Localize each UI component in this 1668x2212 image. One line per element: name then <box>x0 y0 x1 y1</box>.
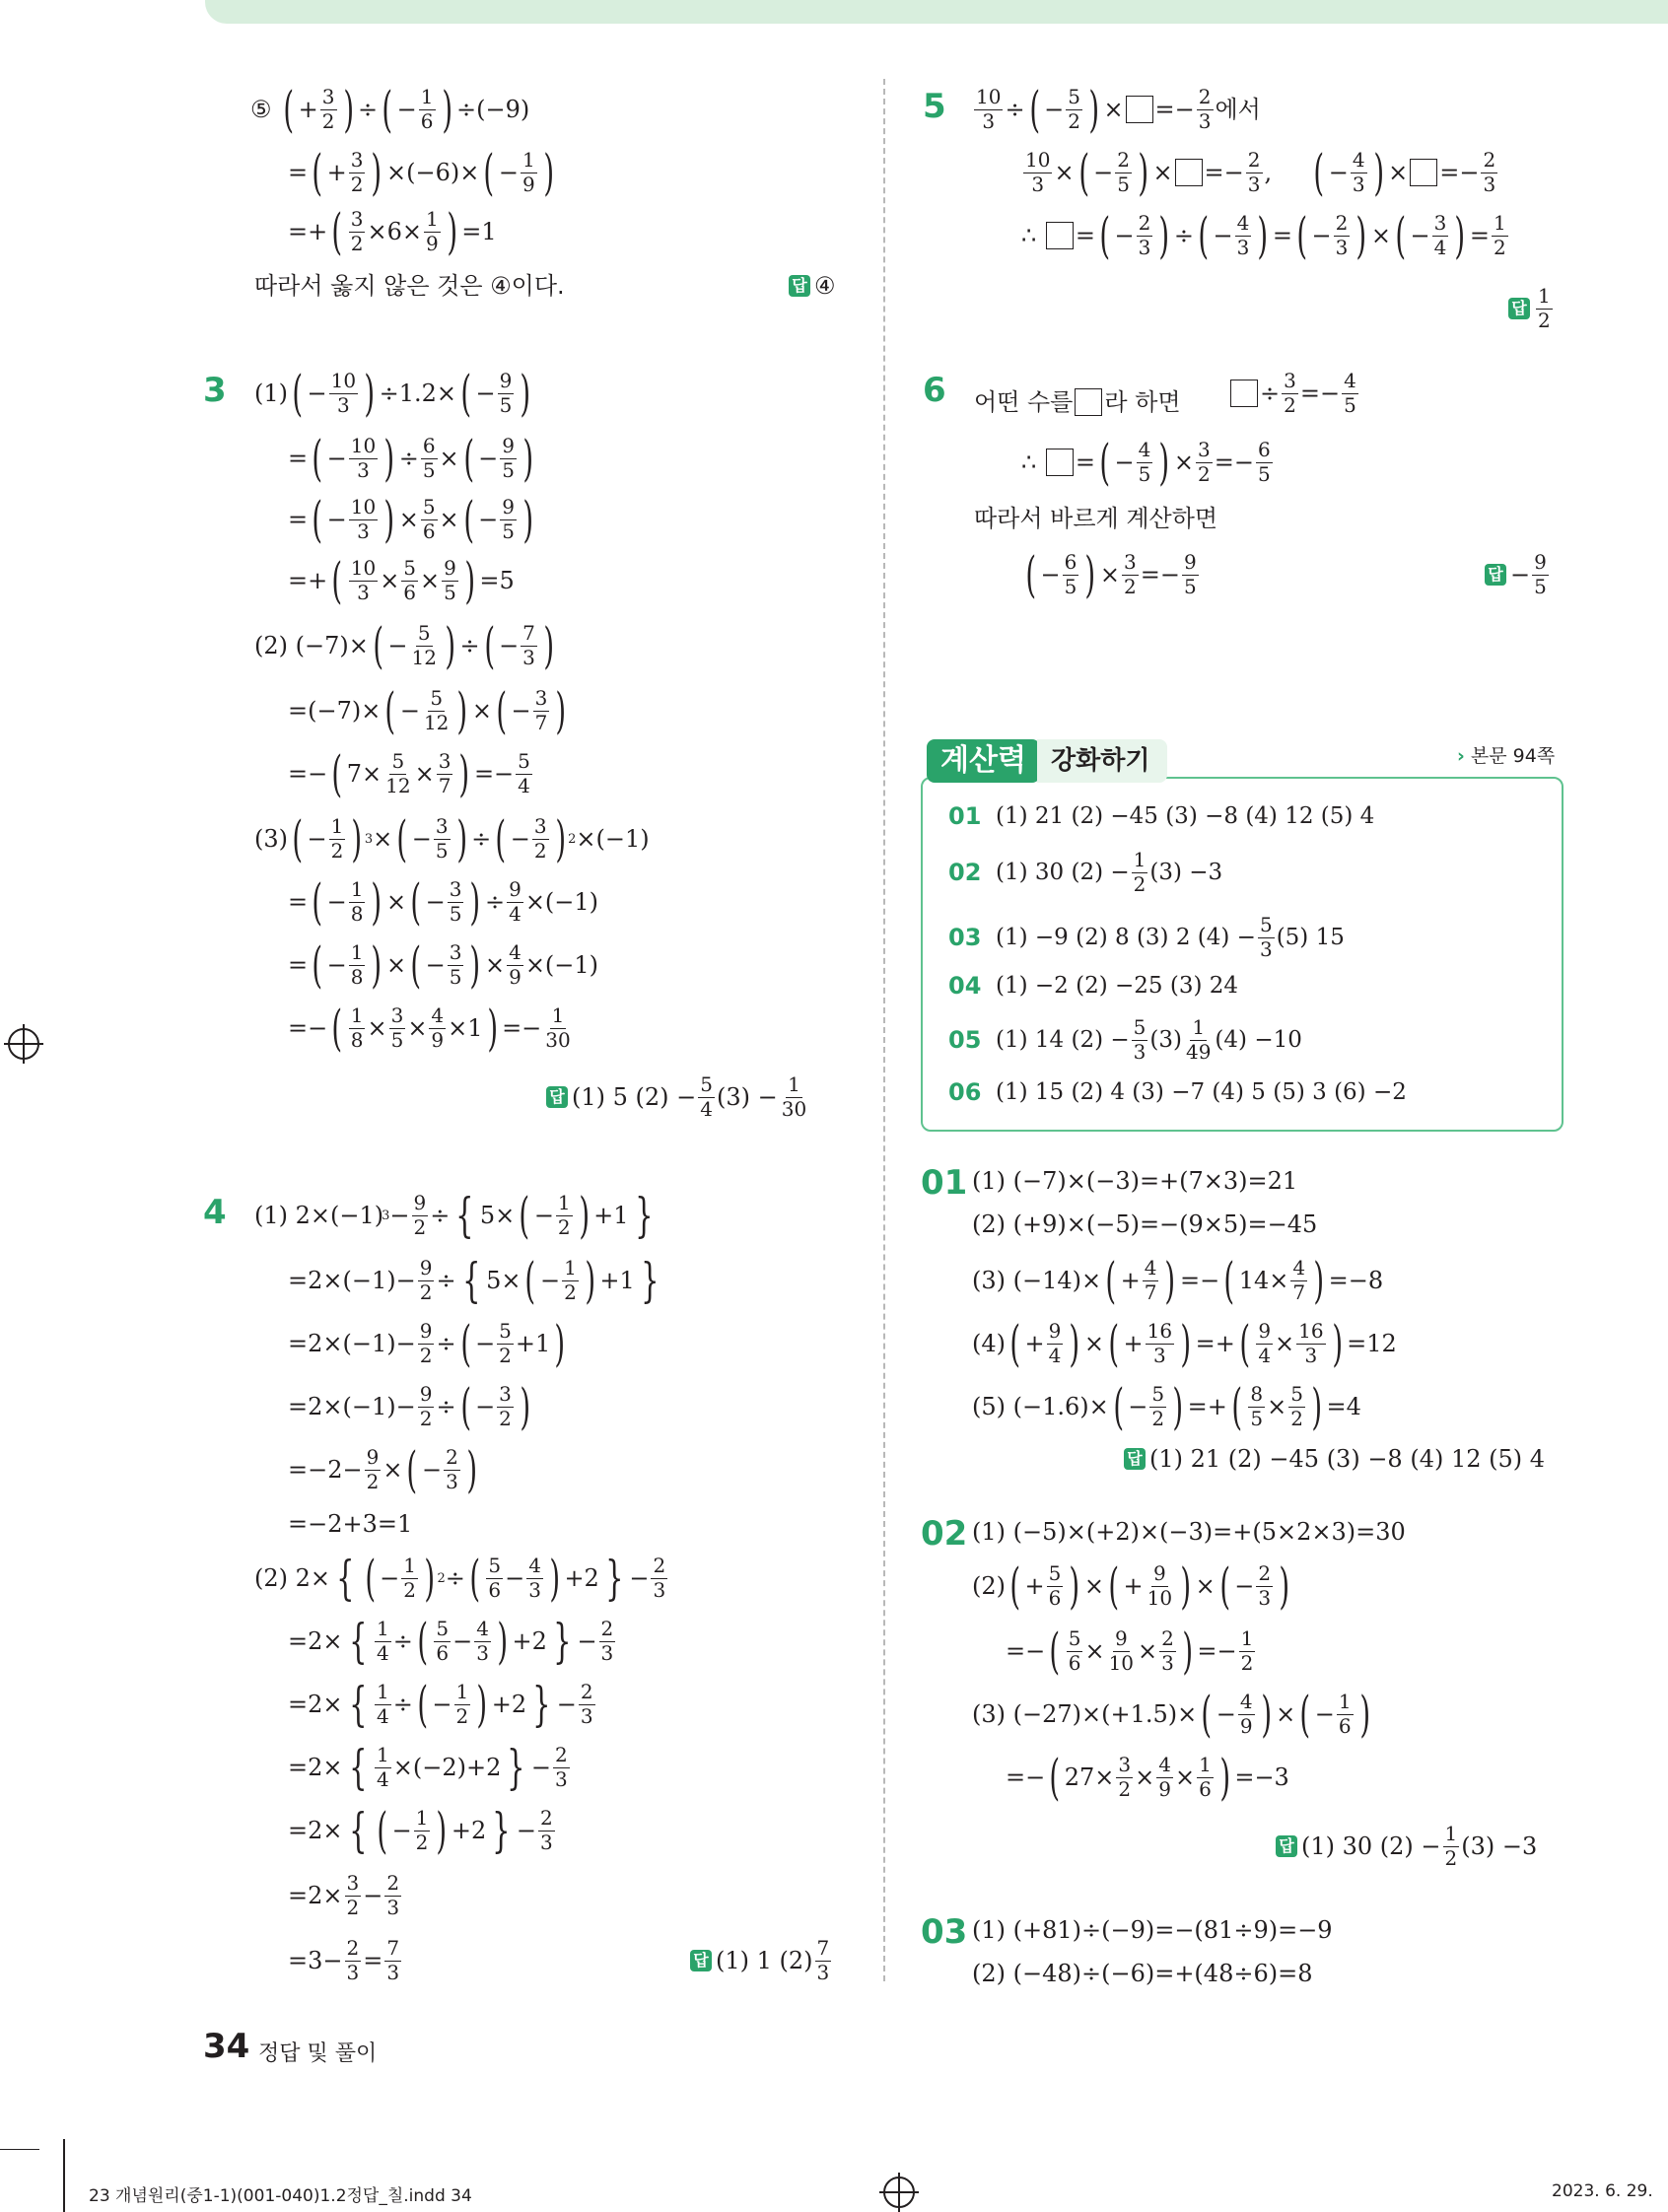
q3-p2-line2: =(−7)× ( − $\frac{5}{12}$ ) × ( − $\frac{3}{7}$ ) <box>288 681 567 739</box>
blank-box-icon <box>1410 159 1437 186</box>
panel-reference: › 본문 94쪽 <box>1457 745 1556 767</box>
q6-line2: ∴ = ( − $\frac{4}{5}$ ) × $\frac{3}{2}$ =− $\frac{6}{5}$ <box>1021 433 1271 491</box>
q2-p5-line1: ⑤ ( + $\frac{3}{2}$ ) ÷ ( − $\frac{1}{6}$ ) ÷(−9) <box>250 80 530 138</box>
q6-text: 따라서 바르게 계산하면 <box>974 505 1218 532</box>
answer-badge-icon: 답 <box>690 1950 712 1971</box>
panel-row: 02 (1) 30 (2) − $\frac{1}{2}$ (3) −3 <box>948 848 1223 896</box>
q4-answer: 답 (1) 1 (2) $\frac{7}{3}$ <box>690 1938 833 1983</box>
s01-line5: (5) (−1.6)× ( − $\frac{5}{2}$ ) =+ ( $\frac{8}{5}$ × $\frac{5}{2}$ ) =4 <box>972 1377 1361 1435</box>
q6-line1: ÷ $\frac{3}{2}$ =− $\frac{4}{5}$ <box>1228 371 1360 416</box>
s01-line3: (3) (−14)× ( + $\frac{4}{7}$ ) =− ( 14× $\frac{4}{7}$ ) =−8 <box>972 1251 1384 1309</box>
q3-p2-line1: (2) (−7)× ( − $\frac{5}{12}$ ) ÷ ( − $\frac{7}{3}$ ) <box>254 616 555 674</box>
s02-line3: =− ( $\frac{5}{6}$ × $\frac{9}{10}$ × $\frac{2}{3}$ ) =− $\frac{1}{2}$ <box>1006 1622 1254 1680</box>
s03-line1: (1) (+81)÷(−9)=−(81÷9)=−9 <box>972 1916 1333 1944</box>
q4-p1-line2: =2×(−1)− $\frac{9}{2}$ ÷ { 5× ( − $\frac{1}{2}$ ) +1 } <box>288 1251 660 1309</box>
q4-p1-line4: =2×(−1)− $\frac{9}{2}$ ÷ ( − $\frac{3}{2}$ ) <box>288 1377 531 1435</box>
blank-box-icon <box>1046 449 1074 476</box>
panel-title: 강화하기 <box>1037 739 1167 783</box>
q4-p1-line5: =−2− $\frac{9}{2}$ × ( − $\frac{2}{3}$ ) <box>288 1440 477 1498</box>
q2-conclusion: 따라서 옳지 않은 것은 ④이다. <box>254 272 565 300</box>
page-number: 34 <box>203 2027 250 2066</box>
crop-mark <box>63 2139 65 2212</box>
q3-p1-line1: (1) ( − $\frac{10}{3}$ ) ÷1.2× ( − $\frac{9}{5}$ ) <box>254 364 531 422</box>
panel-row: 04 (1) −2 (2) −25 (3) 24 <box>948 972 1239 1000</box>
q6-intro: 어떤 수를 라 하면 <box>974 388 1181 416</box>
q4-p2-line3: =2× { $\frac{1}{4}$ ÷ ( − $\frac{1}{2}$ ) +2 } − $\frac{2}{3}$ <box>288 1675 593 1733</box>
s02-number: 02 <box>921 1514 968 1554</box>
q4-p2-line7: =3− $\frac{2}{3}$ = $\frac{7}{3}$ <box>288 1936 400 1984</box>
q3-p1-line4: =+ ( $\frac{10}{3}$ × $\frac{5}{6}$ × $\frac{9}{5}$ ) =5 <box>288 551 515 609</box>
s02-line4: (3) (−27)×(+1.5)× ( − $\frac{4}{9}$ ) × ( − $\frac{1}{6}$ ) <box>972 1685 1370 1743</box>
crop-mark <box>0 2149 39 2150</box>
q3-p1-line3: = ( − $\frac{10}{3}$ ) × $\frac{5}{6}$ × ( − $\frac{9}{5}$ ) <box>288 490 534 548</box>
blank-box-icon <box>1126 96 1153 123</box>
s01-line1: (1) (−7)×(−3)=+(7×3)=21 <box>972 1167 1298 1195</box>
s03-line2: (2) (−48)÷(−6)=+(48÷6)=8 <box>972 1960 1313 1987</box>
panel-row: 05 (1) 14 (2) − $\frac{5}{3}$ (3) $\frac{1}{49}$ (4) −10 <box>948 1015 1302 1064</box>
q6-line3: ( − $\frac{6}{5}$ ) × $\frac{3}{2}$ =− $\frac{9}{5}$ <box>1025 545 1197 603</box>
page-label: 정답 및 풀이 <box>258 2041 378 2066</box>
q2-answer: 답 ④ <box>789 274 836 298</box>
q4-p2-line4: =2× { $\frac{1}{4}$ ×(−2)+2 } − $\frac{2}{3}$ <box>288 1739 568 1795</box>
s01-number: 01 <box>921 1163 968 1203</box>
blank-box-icon <box>1075 388 1102 416</box>
panel-row: 03 (1) −9 (2) 8 (3) 2 (4) − $\frac{5}{3}$ (5) 15 <box>948 913 1345 961</box>
q4-p1-line3: =2×(−1)− $\frac{9}{2}$ ÷ ( − $\frac{5}{2}$ +1 ) <box>288 1314 566 1372</box>
answer-badge-icon: 답 <box>546 1086 568 1108</box>
print-date: 2023. 6. 29. <box>1552 2181 1653 2201</box>
panel-tag: 계산력 <box>927 739 1040 783</box>
answer-badge-icon: 답 <box>1124 1448 1146 1470</box>
answer-badge-icon: 답 <box>789 275 810 297</box>
q3-p3-line4: =− ( $\frac{1}{8}$ × $\frac{3}{5}$ × $\frac{4}{9}$ ×1 ) =− $\frac{1}{30}$ <box>288 999 571 1057</box>
q4-p2-line2: =2× { $\frac{1}{4}$ ÷ ( $\frac{5}{6}$ − $\frac{4}{3}$ ) +2 } − $\frac{2}{3}$ <box>288 1612 614 1670</box>
q3-p3-line1: (3) ( − $\frac{1}{2}$ ) 3 × ( − $\frac{3}{5}$ ) ÷ ( − $\frac{3}{2}$ ) 2 ×(−1) <box>254 809 650 867</box>
column-divider <box>883 79 885 1981</box>
q3-p1-line2: = ( − $\frac{10}{3}$ ) ÷ $\frac{6}{5}$ × ( − $\frac{9}{5}$ ) <box>288 429 534 487</box>
q5-line3: ∴ = ( − $\frac{2}{3}$ ) ÷ ( − $\frac{4}{3}$ ) = ( − $\frac{2}{3}$ ) × ( − $\frac{3}{4}$ ) = $\frac{1}{2}$ <box>1021 206 1506 264</box>
panel-row: 01 (1) 21 (2) −45 (3) −8 (4) 12 (5) 4 <box>948 802 1375 830</box>
s01-line2: (2) (+9)×(−5)=−(9×5)=−45 <box>972 1210 1318 1238</box>
q5-line1: $\frac{10}{3}$ ÷ ( − $\frac{5}{2}$ ) × =− $\frac{2}{3}$ 에서 <box>976 80 1261 138</box>
q3-answer: 답 (1) 5 (2) − $\frac{5}{4}$ (3) − $\frac{1}{30}$ <box>546 1074 810 1120</box>
s03-number: 03 <box>921 1912 968 1952</box>
answer-badge-icon: 답 <box>1485 564 1506 586</box>
s02-line5: =− ( 27× $\frac{3}{2}$ × $\frac{4}{9}$ × $\frac{1}{6}$ ) =−3 <box>1006 1748 1289 1806</box>
q3-p2-line3: =− ( 7× $\frac{5}{12}$ × $\frac{3}{7}$ ) =− $\frac{5}{4}$ <box>288 744 530 802</box>
chevron-right-icon: › <box>1457 745 1465 767</box>
s02-answer: 답 (1) 30 (2) − $\frac{1}{2}$ (3) −3 <box>1276 1824 1537 1869</box>
blank-box-icon <box>1175 159 1203 186</box>
blank-box-icon <box>1230 380 1258 407</box>
q5-line2: $\frac{10}{3}$ × ( − $\frac{2}{5}$ ) × =− $\frac{2}{3}$ , ( − $\frac{4}{3}$ ) × =− $\frac{2}{3}$ <box>1025 143 1496 201</box>
q3-p3-line2: = ( − $\frac{1}{8}$ ) × ( − $\frac{3}{5}$ ) ÷ $\frac{9}{4}$ ×(−1) <box>288 872 599 931</box>
registration-mark-icon <box>883 2177 915 2208</box>
panel-row: 06 (1) 15 (2) 4 (3) −7 (4) 5 (5) 3 (6) −2 <box>948 1078 1407 1106</box>
q6-answer: 답 − $\frac{9}{5}$ <box>1485 552 1551 597</box>
top-band <box>205 0 1668 24</box>
answer-badge-icon: 답 <box>1508 298 1530 319</box>
q4-p2-line5: =2× { ( − $\frac{1}{2}$ ) +2 } − $\frac{2}{3}$ <box>288 1801 553 1859</box>
q4-p2-line1: (2) 2× { ( − $\frac{1}{2}$ ) 2 ÷ ( $\frac{5}{6}$ − $\frac{4}{3}$ ) +2 } − $\frac{2}{3}$ <box>254 1549 666 1607</box>
answer-badge-icon: 답 <box>1276 1835 1297 1857</box>
q3-number: 3 <box>203 371 227 410</box>
q4-p1-line1: (1) 2×(−1) 3 − $\frac{9}{2}$ ÷ { 5× ( − $\frac{1}{2}$ ) +1 } <box>254 1186 653 1244</box>
q2-p5-line3: =+ ( $\frac{3}{2}$ ×6× $\frac{1}{9}$ ) =1 <box>288 202 497 260</box>
s01-answer: 답 (1) 21 (2) −45 (3) −8 (4) 12 (5) 4 <box>1124 1447 1545 1471</box>
q4-number: 4 <box>203 1193 227 1232</box>
s02-line1: (1) (−5)×(+2)×(−3)=+(5×2×3)=30 <box>972 1518 1406 1546</box>
file-name: 23 개념원리(중1-1)(001-040)1.2정답_칠.indd 34 <box>89 2186 472 2206</box>
q2-p5-line2: = ( + $\frac{3}{2}$ ) ×(−6)× ( − $\frac{1}{9}$ ) <box>288 143 554 201</box>
q5-number: 5 <box>923 87 946 126</box>
s01-line4: (4) ( + $\frac{9}{4}$ ) × ( + $\frac{16}{3}$ ) =+ ( $\frac{9}{4}$ × $\frac{16}{3}$ ) =12 <box>972 1314 1397 1372</box>
q5-answer: 답 $\frac{1}{2}$ <box>1508 286 1555 331</box>
q3-p3-line3: = ( − $\frac{1}{8}$ ) × ( − $\frac{3}{5}$ ) × $\frac{4}{9}$ ×(−1) <box>288 935 599 994</box>
registration-mark-icon <box>8 1028 39 1060</box>
blank-box-icon <box>1046 222 1074 249</box>
q6-number: 6 <box>923 371 946 410</box>
q4-p2-line6: =2× $\frac{3}{2}$ − $\frac{2}{3}$ <box>288 1871 400 1919</box>
q4-p1-line6: =−2+3=1 <box>288 1510 413 1538</box>
s02-line2: (2) ( + $\frac{5}{6}$ ) × ( + $\frac{9}{10}$ ) × ( − $\frac{2}{3}$ ) <box>972 1556 1290 1615</box>
